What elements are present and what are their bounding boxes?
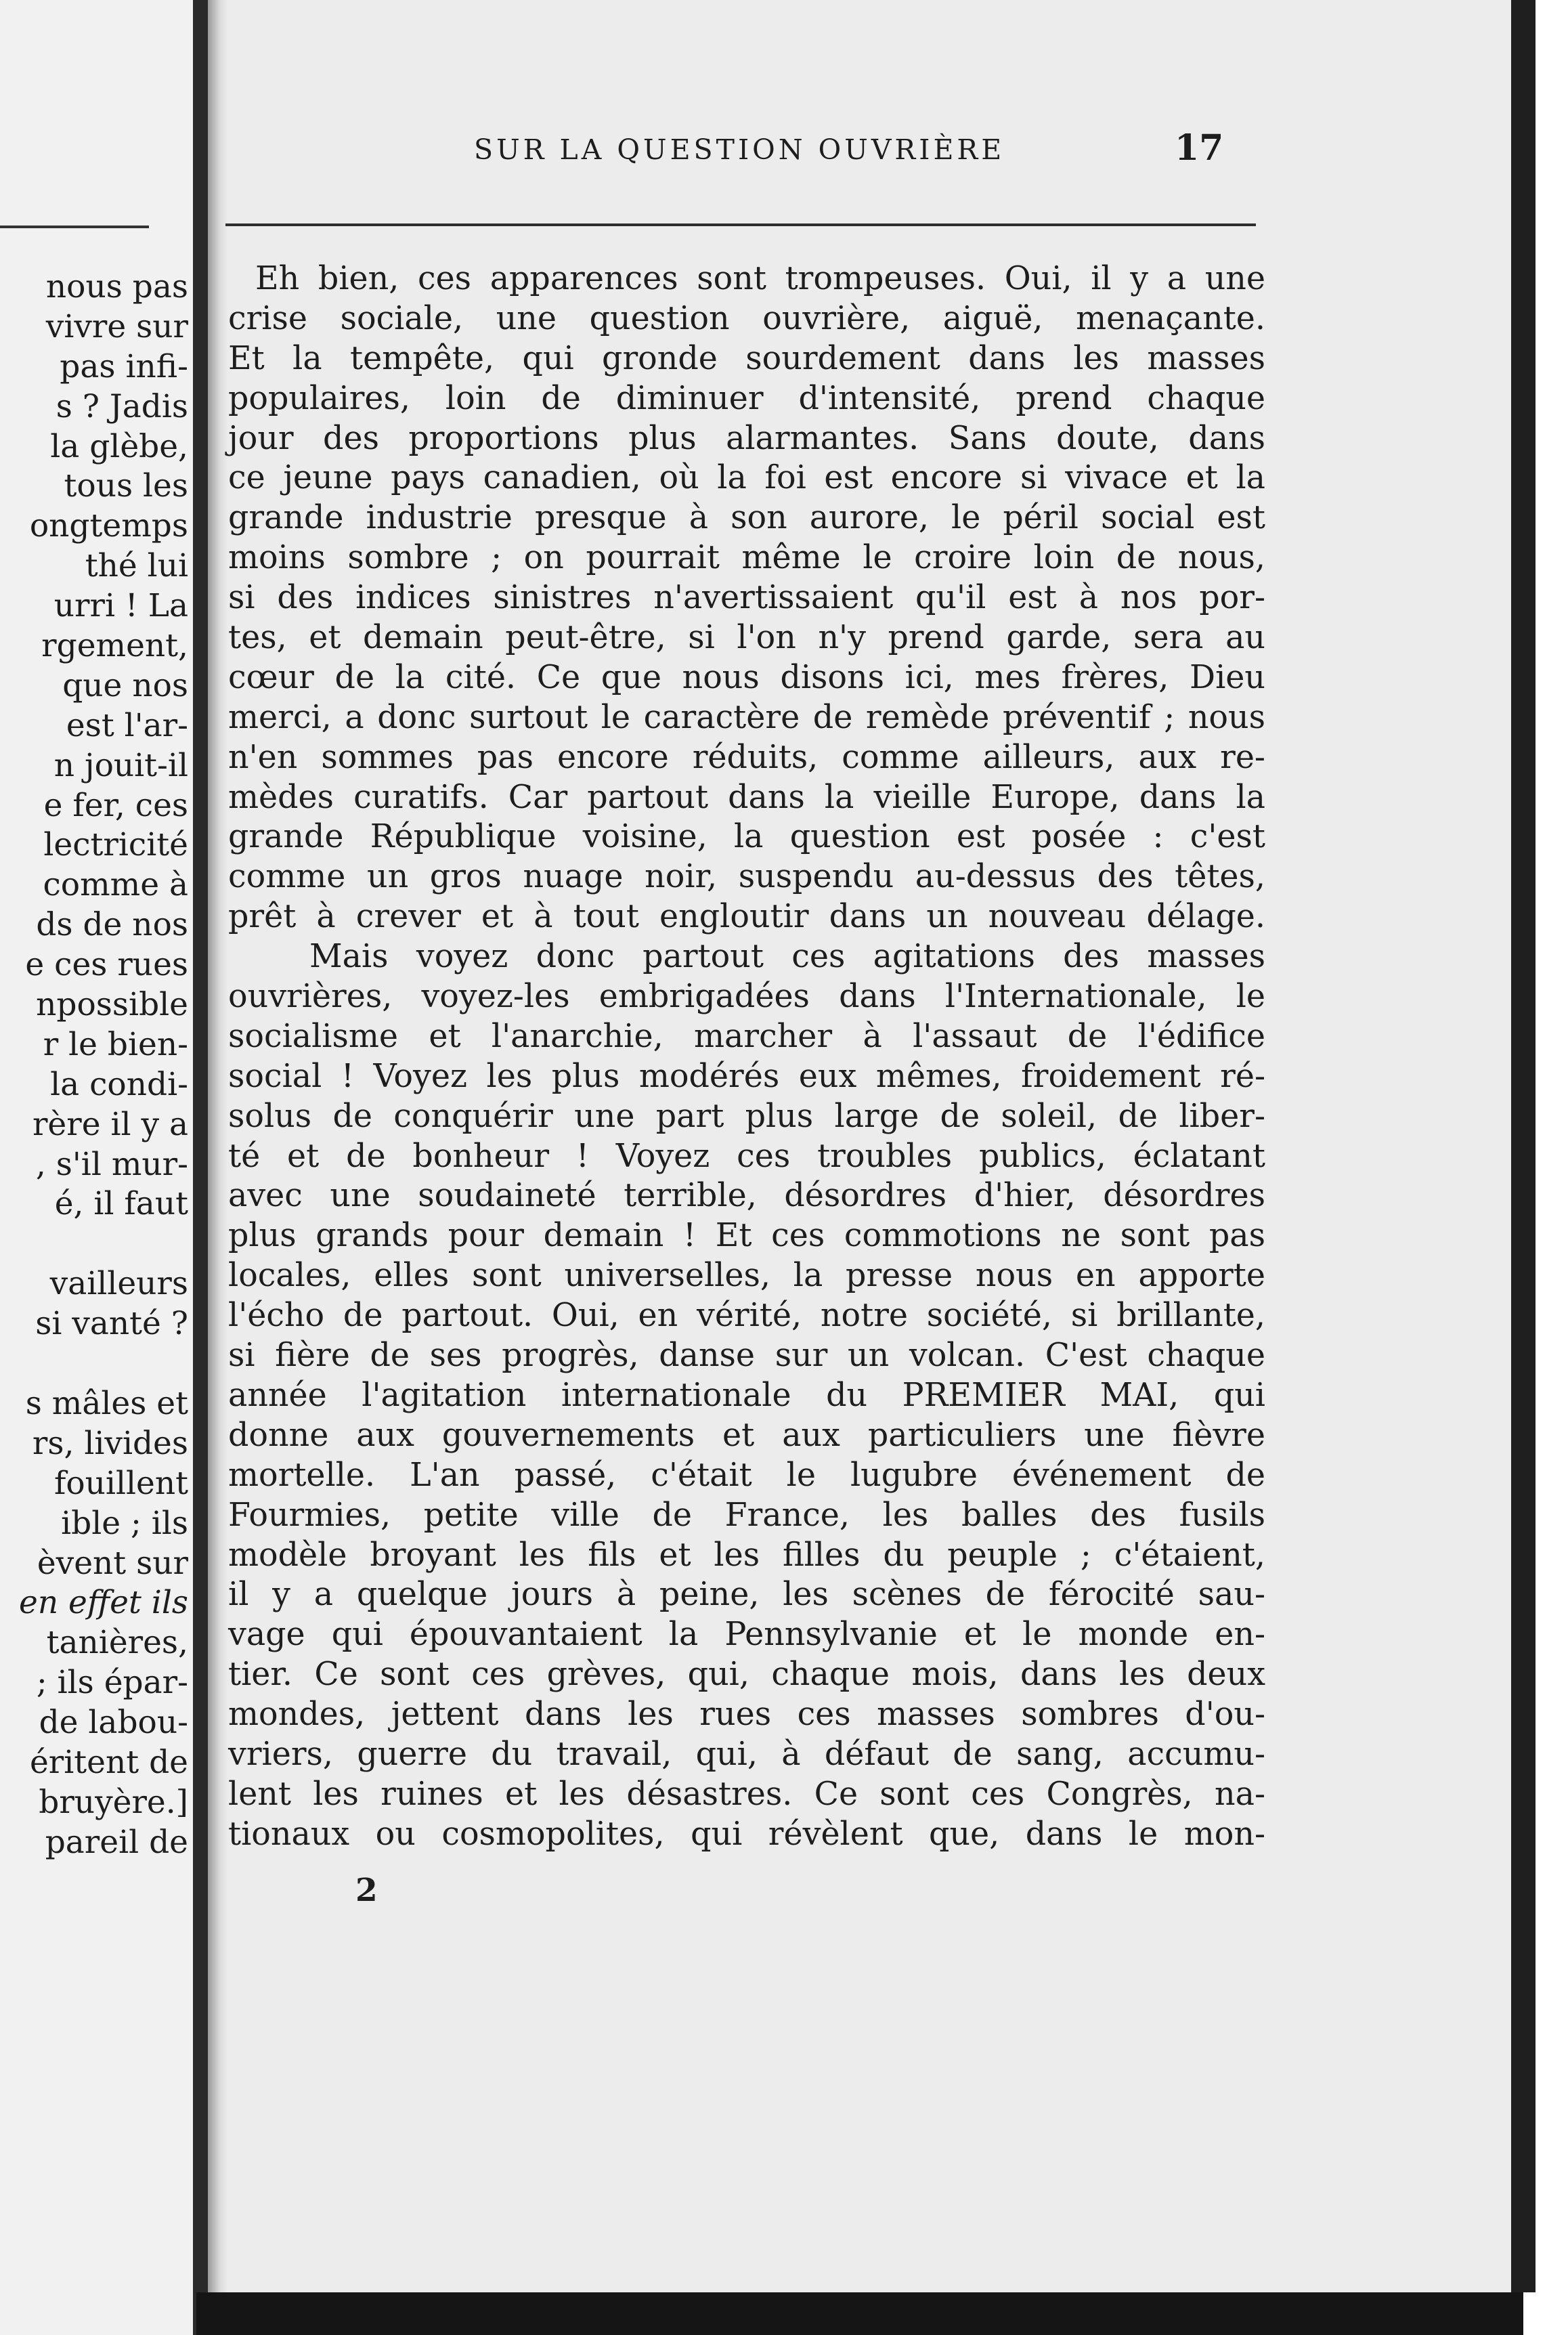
- body-line: socialisme et l'anarchie, marcher à l'assaut de l'édifice: [228, 1017, 1265, 1055]
- body-line: comme un gros nuage noir, suspendu au-dessus des têtes,: [228, 858, 1265, 896]
- facing-page-line: e fer, ces: [43, 786, 188, 824]
- facing-page-line: r le bien-: [43, 1025, 188, 1063]
- running-head: SUR LA QUESTION OUVRIÈRE: [474, 133, 1005, 166]
- body-line: tier. Ce sont ces grèves, qui, chaque mois, dans les deux: [228, 1656, 1265, 1694]
- facing-page-line: en effet ils: [19, 1584, 188, 1622]
- body-line: merci, a donc surtout le caractère de remède préventif ; nous: [228, 698, 1265, 736]
- body-line: Eh bien, ces apparences sont trompeuses. Oui, il y a une: [255, 260, 1265, 297]
- body-line: Et la tempête, qui gronde sourdement dans les masses: [228, 339, 1265, 377]
- facing-page-line: s mâles et: [25, 1384, 188, 1422]
- facing-page-line: comme à: [43, 866, 188, 904]
- facing-page-line: ; ils épar-: [36, 1664, 188, 1702]
- facing-page-line: rs, livides: [32, 1424, 188, 1462]
- facing-page-line: ongtemps: [29, 507, 188, 545]
- body-line: si fière de ses progrès, danse sur un volcan. C'est chaque: [228, 1337, 1265, 1375]
- body-line: té et de bonheur ! Voyez ces troubles publics, éclatant: [228, 1137, 1265, 1175]
- facing-page-line: de labou-: [39, 1704, 188, 1742]
- body-line: populaires, loin de diminuer d'intensité, prend chaque: [228, 379, 1265, 417]
- page-edge: [1511, 0, 1536, 2292]
- facing-page-line: lectricité: [43, 826, 188, 864]
- facing-page-line: que nos: [62, 666, 188, 704]
- facing-page-line: s ? Jadis: [56, 387, 188, 425]
- body-line: l'écho de partout. Oui, en vérité, notre société, si brillante,: [228, 1297, 1265, 1335]
- body-line: tes, et demain peut-être, si l'on n'y prend garde, sera au: [228, 619, 1265, 657]
- facing-page-line: èvent sur: [37, 1544, 188, 1582]
- facing-page-line: la condi-: [50, 1065, 188, 1103]
- facing-page-rule: [0, 226, 149, 228]
- facing-page-line: la glèbe,: [50, 427, 188, 465]
- body-line: donne aux gouvernements et aux particuliers une fièvre: [228, 1416, 1265, 1454]
- facing-page-line: n jouit-il: [53, 746, 188, 784]
- facing-page-line: si vanté ?: [35, 1305, 188, 1343]
- body-line: ce jeune pays canadien, où la foi est encore si vivace et la: [228, 459, 1265, 497]
- body-line: Mais voyez donc partout ces agitations des masses: [309, 938, 1265, 976]
- facing-page-line: pareil de: [45, 1823, 188, 1861]
- facing-page-line: tous les: [64, 467, 188, 505]
- facing-page-line: thé lui: [85, 547, 188, 585]
- body-line: cœur de la cité. Ce que nous disons ici, mes frères, Dieu: [228, 658, 1265, 696]
- facing-page-line: npossible: [36, 986, 188, 1024]
- body-line: plus grands pour demain ! Et ces commotions ne sont pas: [228, 1217, 1265, 1255]
- facing-page-line: vivre sur: [45, 307, 188, 345]
- facing-page-line: tanières,: [46, 1624, 188, 1662]
- body-line: avec une soudaineté terrible, désordres d'hier, désordres: [228, 1177, 1265, 1215]
- facing-page-line: [0, 1224, 188, 1264]
- body-line: grande République voisine, la question est posée : c'est: [228, 818, 1265, 856]
- facing-page-text: [0, 267, 188, 1863]
- body-line: prêt à crever et à tout engloutir dans un nouveau délage.: [228, 898, 1265, 936]
- facing-page-line: nous pas: [45, 268, 188, 305]
- body-line: ouvrières, voyez-les embrigadées dans l'Internationale, le: [228, 978, 1265, 1016]
- facing-page-line: ds de nos: [36, 906, 188, 944]
- body-line: vriers, guerre du travail, qui, à défaut de sang, accumu-: [228, 1735, 1265, 1773]
- body-line: jour des proportions plus alarmantes. Sans doute, dans: [228, 419, 1265, 457]
- body-line: mondes, jettent dans les rues ces masses sombres d'ou-: [228, 1696, 1265, 1734]
- facing-page-line: e ces rues: [25, 946, 188, 984]
- facing-page-line: est l'ar-: [66, 706, 188, 744]
- facing-page-line: bruyère.]: [39, 1783, 188, 1821]
- body-line: vage qui épouvantaient la Pennsylvanie et le monde en-: [228, 1616, 1265, 1654]
- facing-page-line: urri ! La: [53, 587, 188, 625]
- body-line: mortelle. L'an passé, c'était le lugubre événement de: [228, 1456, 1265, 1494]
- body-text: [228, 259, 1265, 1855]
- signature-mark: 2: [355, 1872, 378, 1909]
- facing-page-line: éritent de: [29, 1743, 188, 1781]
- facing-page-line: rgement,: [41, 627, 188, 665]
- body-line: il y a quelque jours à peine, les scènes de férocité sau-: [228, 1576, 1265, 1614]
- facing-page-line: pas infi-: [60, 347, 188, 385]
- facing-page-line: fouillent: [53, 1464, 188, 1502]
- body-line: mèdes curatifs. Car partout dans la vieille Europe, dans la: [228, 778, 1265, 816]
- facing-page-line: é, il faut: [54, 1185, 188, 1223]
- book-gutter: [193, 0, 208, 2335]
- page-number: 17: [1175, 127, 1224, 169]
- facing-page-fragment: [0, 0, 193, 2335]
- body-line: lent les ruines et les désastres. Ce sont ces Congrès, na-: [228, 1775, 1265, 1813]
- body-line: modèle broyant les fils et les filles du peuple ; c'étaient,: [228, 1536, 1265, 1574]
- body-line: Fourmies, petite ville de France, les balles des fusils: [228, 1496, 1265, 1534]
- body-line: tionaux ou cosmopolites, qui révèlent que, dans le mon-: [228, 1815, 1265, 1853]
- body-line: social ! Voyez les plus modérés eux mêmes, froidement ré-: [228, 1057, 1265, 1095]
- header-rule: [225, 223, 1256, 226]
- body-line: année l'agitation internationale du PREMIER MAI, qui: [228, 1376, 1265, 1414]
- gutter-shadow: [208, 0, 228, 2335]
- body-line: crise sociale, une question ouvrière, aiguë, menaçante.: [228, 299, 1265, 337]
- body-line: si des indices sinistres n'avertissaient qu'il est à nos por-: [228, 579, 1265, 617]
- body-line: n'en sommes pas encore réduits, comme ailleurs, aux re-: [228, 738, 1265, 776]
- facing-page-line: vailleurs: [49, 1265, 188, 1303]
- facing-page-line: [0, 1344, 188, 1384]
- body-line: locales, elles sont universelles, la presse nous en apporte: [228, 1257, 1265, 1295]
- page-bottom-edge: [196, 2292, 1523, 2335]
- facing-page-line: ible ; ils: [61, 1504, 188, 1542]
- facing-page-line: rère il y a: [32, 1105, 188, 1143]
- body-line: solus de conquérir une part plus large de soleil, de liber-: [228, 1097, 1265, 1135]
- facing-page-line: , s'il mur-: [35, 1145, 188, 1183]
- body-line: grande industrie presque à son aurore, le péril social est: [228, 499, 1265, 537]
- body-line: moins sombre ; on pourrait même le croire loin de nous,: [228, 539, 1265, 577]
- scan-margin: [1536, 0, 1568, 2335]
